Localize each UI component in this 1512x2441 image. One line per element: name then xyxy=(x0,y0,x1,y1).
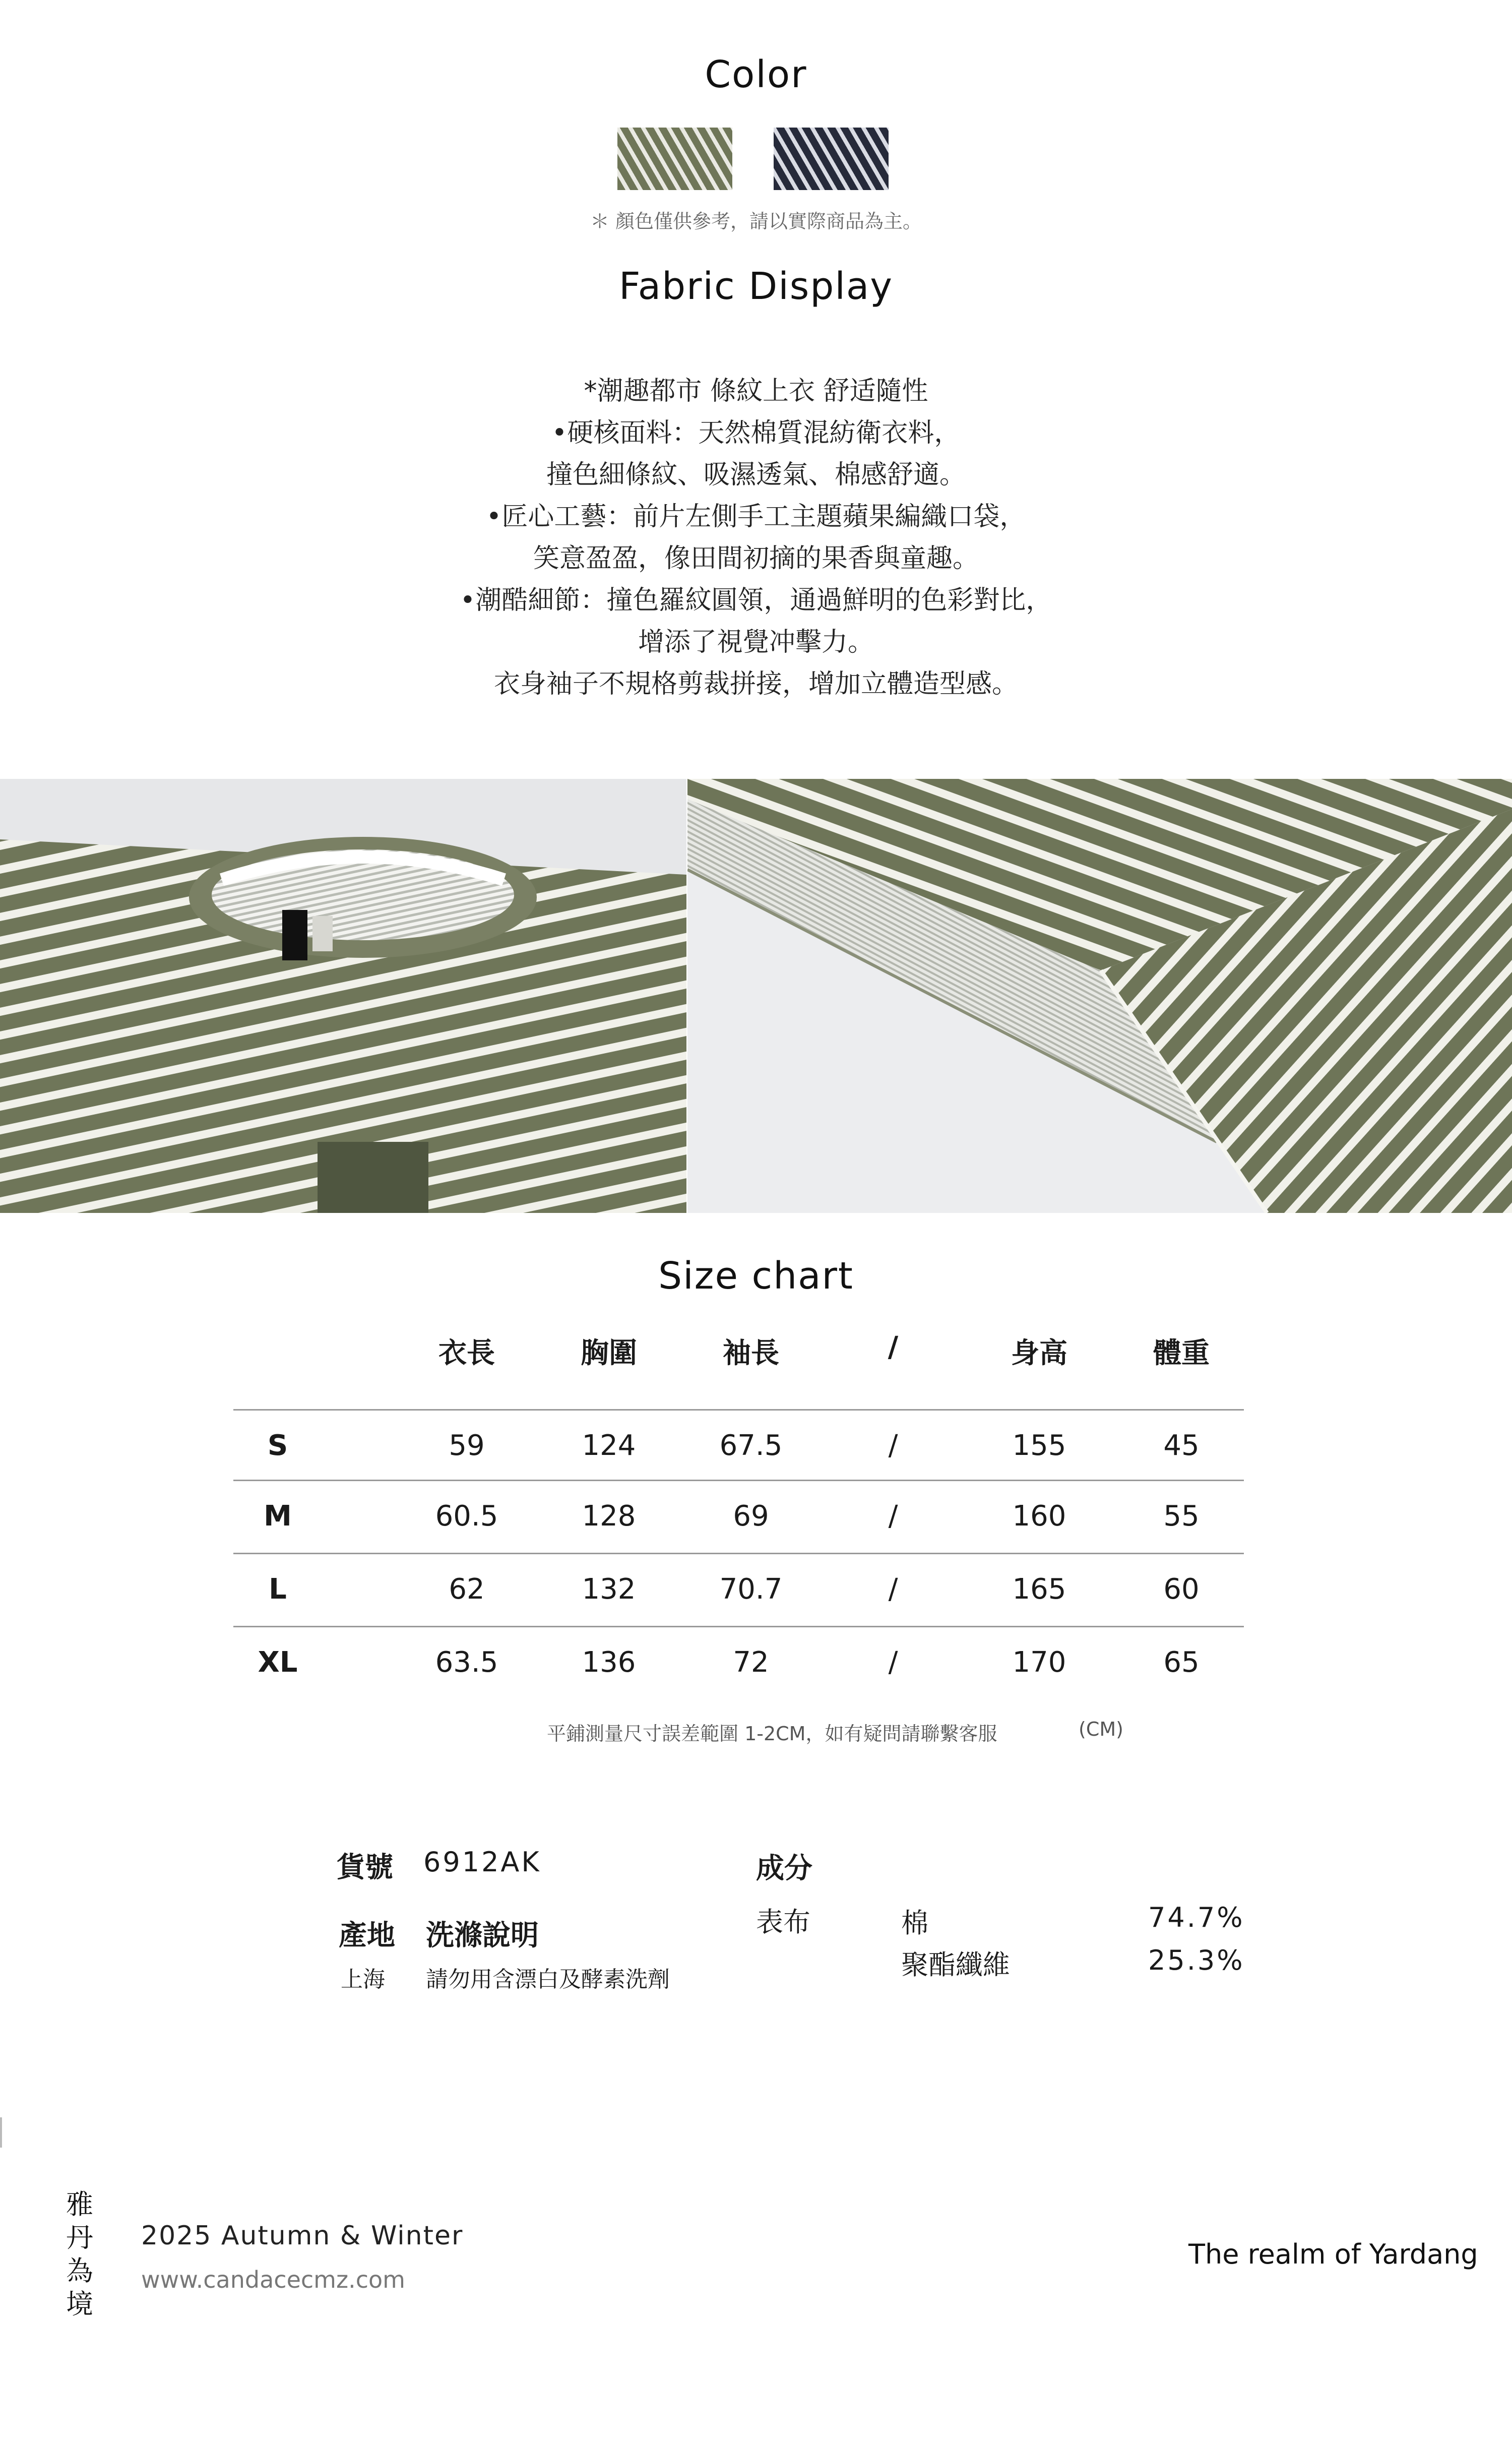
fabric-line: •匠心工藝：前片左側手工主題蘋果編織口袋， xyxy=(486,502,1026,532)
size-table-header xyxy=(233,1331,1244,1371)
size-unit: (CM) xyxy=(1079,1718,1123,1740)
collar-detail-photo xyxy=(0,779,686,1213)
fabric-description xyxy=(0,371,1512,705)
size-label: S xyxy=(267,1429,288,1462)
composition-label: 成分 xyxy=(756,1852,812,1885)
table-cell: 67.5 xyxy=(719,1429,783,1462)
table-cell: 45 xyxy=(1163,1429,1200,1462)
fabric-line: •潮酷細節：撞色羅紋圓領，通過鮮明的色彩對比， xyxy=(460,585,1052,616)
table-cell: / xyxy=(888,1646,898,1679)
brand-char: 雅 xyxy=(66,2188,93,2220)
item-no: 6912AK xyxy=(423,1846,541,1878)
table-cell: / xyxy=(888,1573,898,1606)
color-note: ＊ 顏色僅供參考，請以實際商品為主。 xyxy=(590,210,922,232)
table-cell: 55 xyxy=(1163,1500,1200,1533)
table-cell: 160 xyxy=(1012,1500,1066,1533)
header-length: 衣長 xyxy=(438,1337,495,1370)
material-name: 聚酯纖維 xyxy=(901,1949,1010,1981)
website-link[interactable]: www.candacecmz.com xyxy=(141,2266,405,2293)
item-no-label: 貨號 xyxy=(337,1851,393,1884)
material-percent: 25.3% xyxy=(1148,1944,1245,1976)
wash-label: 洗滌說明 xyxy=(426,1919,539,1952)
fabric-title: Fabric Display xyxy=(618,265,894,308)
fabric-label: 表布 xyxy=(756,1906,810,1938)
header-chest: 胸圍 xyxy=(581,1337,637,1370)
table-cell: 65 xyxy=(1163,1646,1200,1679)
table-row xyxy=(233,1480,1244,1554)
brand-char: 為 xyxy=(66,2255,93,2287)
table-cell: 60 xyxy=(1163,1573,1200,1606)
table-cell: 60.5 xyxy=(435,1500,498,1533)
table-cell: 170 xyxy=(1012,1646,1066,1679)
table-row xyxy=(233,1553,1244,1627)
table-cell: / xyxy=(888,1429,898,1462)
material-name: 棉 xyxy=(901,1907,928,1939)
hem-illustration xyxy=(687,779,1512,1213)
header-sleeve: 袖長 xyxy=(723,1337,779,1370)
fabric-line: 衣身袖子不規格剪裁拼接，增加立體造型感。 xyxy=(493,669,1018,699)
hem-detail-photo xyxy=(687,779,1512,1213)
color-title: Color xyxy=(705,53,807,96)
brand-char: 丹 xyxy=(66,2222,93,2253)
brand-tagline: The realm of Yardang xyxy=(1188,2238,1478,2270)
origin-value: 上海 xyxy=(341,1967,385,1992)
season-label: 2025 Autumn & Winter xyxy=(141,2221,464,2251)
table-cell: 155 xyxy=(1012,1429,1066,1462)
brand-vertical xyxy=(65,2188,95,2321)
size-label: M xyxy=(264,1500,292,1533)
size-label: L xyxy=(269,1573,287,1606)
table-cell: / xyxy=(888,1500,898,1533)
table-cell: 136 xyxy=(582,1646,636,1679)
fabric-line: 增添了視覺冲擊力。 xyxy=(638,627,874,657)
header-height: 身高 xyxy=(1011,1337,1067,1370)
header-divider: / xyxy=(888,1331,899,1364)
size-chart-title: Size chart xyxy=(658,1254,854,1298)
table-cell: 124 xyxy=(582,1429,636,1462)
origin-label: 產地 xyxy=(339,1919,395,1952)
left-edge-mark xyxy=(0,2117,2,2148)
collar-illustration xyxy=(0,779,686,1213)
wash-value: 請勿用含漂白及酵素洗劑 xyxy=(426,1967,670,1992)
table-cell: 62 xyxy=(449,1573,485,1606)
fabric-line: •硬核面料：天然棉質混紡衛衣料， xyxy=(551,418,961,448)
material-percent: 74.7% xyxy=(1148,1902,1245,1933)
swatch-olive[interactable] xyxy=(617,128,732,190)
table-cell: 69 xyxy=(733,1500,769,1533)
swatch-navy[interactable] xyxy=(774,128,889,190)
brand-char: 境 xyxy=(66,2288,93,2320)
table-cell: 165 xyxy=(1012,1573,1066,1606)
table-cell: 132 xyxy=(582,1573,636,1606)
table-cell: 128 xyxy=(582,1500,636,1533)
table-row xyxy=(233,1626,1244,1700)
table-cell: 63.5 xyxy=(435,1646,498,1679)
size-label: XL xyxy=(258,1646,298,1679)
table-row xyxy=(233,1409,1244,1484)
table-cell: 70.7 xyxy=(719,1573,783,1606)
fabric-line: 撞色細條紋、吸濕透氣、棉感舒適。 xyxy=(546,460,966,490)
size-note: 平鋪測量尺寸誤差範圍 1-2CM，如有疑問請聯繫客服 xyxy=(547,1723,997,1745)
fabric-line: 笑意盈盈，像田間初摘的果香與童趣。 xyxy=(533,543,979,574)
table-cell: 59 xyxy=(449,1429,485,1462)
table-cell: 72 xyxy=(733,1646,769,1679)
fabric-line: *潮趣都市 條紋上衣 舒适隨性 xyxy=(584,376,928,406)
header-weight: 體重 xyxy=(1153,1337,1210,1370)
